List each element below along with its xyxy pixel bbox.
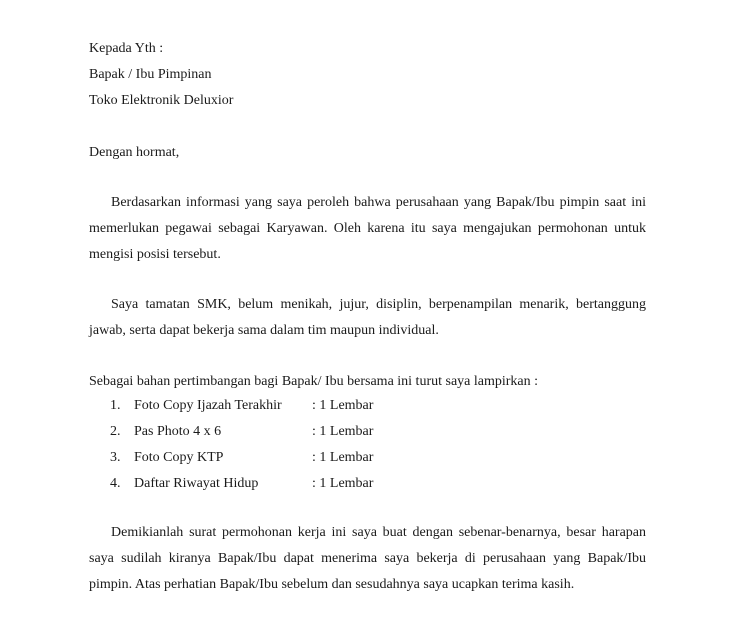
list-item-label: Foto Copy Ijazah Terakhir (134, 398, 282, 413)
list-item-number: 2. (110, 424, 121, 439)
list-item-label: Daftar Riwayat Hidup (134, 476, 259, 491)
list-item (110, 476, 410, 502)
recipient-line-2: Bapak / Ibu Pimpinan (89, 67, 212, 82)
list-item-quantity: : 1 Lembar (312, 424, 374, 439)
paragraph-1 (89, 190, 646, 268)
paragraph-2 (89, 292, 646, 344)
greeting: Dengan hormat, (89, 145, 180, 160)
list-item-number: 1. (110, 398, 121, 413)
recipient-line-1: Kepada Yth : (89, 41, 164, 56)
list-item (110, 398, 410, 424)
list-item-quantity: : 1 Lembar (312, 450, 374, 465)
paragraph-1-text: Berdasarkan informasi yang saya peroleh bahwa perusahaan yang Bapak/Ibu pimpin saat ini memerlukan pegawai sebagai Karyawan. Oleh karena itu saya mengajukan permohonan untuk mengisi posisi tersebut. (89, 195, 646, 262)
recipient-line-3: Toko Elektronik Deluxior (89, 93, 234, 108)
list-item (110, 450, 410, 476)
list-item-label: Pas Photo 4 x 6 (134, 424, 222, 439)
paragraph-3-text: Demikianlah surat permohonan kerja ini saya buat dengan sebenar-benarnya, besar harapan saya sudilah kiranya Bapak/Ibu dapat menerima saya bekerja di perusahaan yang Bapak/Ibu pimpin. Atas perhatian Bapak/Ibu sebelum dan sesudahnya saya ucapkan terima kasih. (89, 525, 646, 592)
list-item-number: 4. (110, 476, 121, 491)
list-item (110, 424, 410, 450)
paragraph-2-text: Saya tamatan SMK, belum menikah, jujur, disiplin, berpenampilan menarik, bertanggung jawab, serta dapat bekerja sama dalam tim maupun individual. (89, 297, 646, 338)
list-item-quantity: : 1 Lembar (312, 398, 374, 413)
paragraph-3 (89, 520, 646, 598)
attachments-intro: Sebagai bahan pertimbangan bagi Bapak/ Ibu bersama ini turut saya lampirkan : (89, 374, 539, 389)
attachments-list (110, 398, 410, 502)
list-item-number: 3. (110, 450, 121, 465)
list-item-quantity: : 1 Lembar (312, 476, 374, 491)
list-item-label: Foto Copy KTP (134, 450, 224, 465)
